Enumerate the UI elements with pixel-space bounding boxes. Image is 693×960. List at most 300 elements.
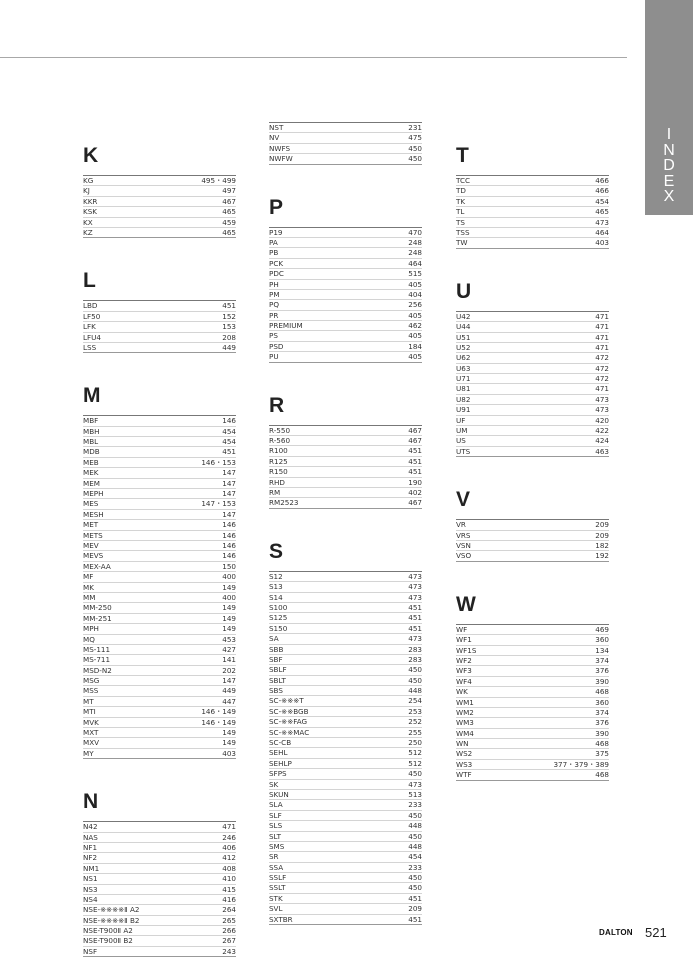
index-table	[83, 821, 236, 957]
index-row	[269, 321, 422, 331]
index-row	[83, 895, 236, 905]
index-row	[456, 395, 609, 405]
index-row	[269, 821, 422, 831]
page-reference: 146	[222, 520, 236, 530]
model-name: MEVS	[83, 551, 104, 561]
index-row	[83, 614, 236, 624]
index-row	[83, 562, 236, 572]
page-reference: 231	[408, 123, 422, 132]
page-reference: 390	[595, 728, 609, 738]
page-reference: 377・379・389	[553, 759, 609, 769]
index-row	[269, 426, 422, 436]
page-reference: 192	[595, 551, 609, 561]
page-reference: 497	[222, 186, 236, 196]
index-row	[83, 707, 236, 717]
page-reference: 450	[408, 143, 422, 153]
index-row	[83, 572, 236, 582]
page-reference: 466	[595, 176, 609, 185]
model-name: NSE-※※※※Ⅱ A2	[83, 905, 140, 915]
index-section	[83, 384, 236, 759]
model-name: RM2523	[269, 498, 299, 508]
index-row	[269, 624, 422, 634]
section-gap	[83, 759, 236, 790]
model-name: MET	[83, 520, 99, 530]
section-letter: K	[83, 144, 99, 167]
index-row	[269, 832, 422, 842]
model-name: NWFS	[269, 143, 291, 153]
index-row	[269, 144, 422, 154]
page-reference: 471	[595, 311, 609, 321]
page-reference: 448	[408, 821, 422, 831]
section-gap	[83, 353, 236, 384]
index-row	[269, 498, 422, 508]
index-section	[83, 144, 236, 238]
page-reference: 405	[408, 279, 422, 289]
page-reference: 495・499	[201, 176, 236, 185]
page-reference: 469	[595, 624, 609, 634]
section-letter: N	[83, 790, 99, 814]
model-name: SBLT	[269, 675, 286, 685]
page-reference: 134	[595, 645, 609, 655]
index-row	[269, 311, 422, 321]
model-name: LF50	[83, 311, 101, 321]
index-row	[83, 447, 236, 457]
tab-letter: N	[663, 141, 675, 159]
section-gap	[269, 509, 422, 540]
model-name: SLA	[269, 800, 283, 810]
model-name: MY	[83, 748, 94, 758]
model-name: MEK	[83, 468, 99, 478]
model-name: MBL	[83, 437, 99, 447]
index-row	[83, 551, 236, 561]
page-reference: 243	[222, 946, 236, 956]
tab-letter: I	[666, 126, 672, 143]
model-name: S13	[269, 582, 283, 592]
model-name: NF1	[83, 842, 98, 852]
page-reference: 449	[222, 342, 236, 352]
model-name: SEHLP	[269, 758, 292, 768]
page-reference: 374	[595, 655, 609, 665]
index-row	[83, 531, 236, 541]
index-row	[456, 541, 609, 551]
page-reference: 449	[222, 686, 236, 696]
page-reference: 451	[408, 914, 422, 924]
index-row	[269, 593, 422, 603]
page-reference: 147	[222, 489, 236, 499]
index-row	[456, 218, 609, 228]
page-reference: 408	[222, 863, 236, 873]
model-name: MSS	[83, 686, 99, 696]
index-row	[269, 300, 422, 310]
page-reference: 149	[222, 738, 236, 748]
model-name: WF3	[456, 666, 472, 676]
page-reference: 462	[408, 321, 422, 331]
model-name: WS2	[456, 749, 473, 759]
index-row	[456, 739, 609, 749]
index-row	[456, 656, 609, 666]
index-row	[83, 322, 236, 332]
page-reference: 454	[222, 437, 236, 447]
model-name: WM1	[456, 697, 474, 707]
model-name: MES	[83, 499, 99, 509]
page-reference: 465	[222, 227, 236, 237]
index-row	[269, 269, 422, 279]
page-reference: 424	[595, 436, 609, 446]
page-reference: 475	[408, 133, 422, 143]
page-reference: 450	[408, 769, 422, 779]
page-reference: 209	[595, 520, 609, 530]
page-reference: 466	[595, 186, 609, 196]
model-name: WTF	[456, 770, 472, 780]
page-reference: 422	[595, 426, 609, 436]
page-reference: 450	[408, 675, 422, 685]
index-table	[269, 425, 422, 509]
model-name: SC-※※BGB	[269, 706, 309, 716]
index-table	[269, 571, 422, 925]
model-name: NF2	[83, 853, 98, 863]
model-name: SSA	[269, 862, 284, 872]
index-row	[456, 770, 609, 780]
model-name: MK	[83, 582, 94, 592]
model-name: MM-250	[83, 603, 112, 613]
page-reference: 255	[408, 727, 422, 737]
page-reference: 451	[222, 301, 236, 311]
index-row	[269, 582, 422, 592]
model-name: KJ	[83, 186, 90, 196]
page-reference: 141	[222, 655, 236, 665]
index-row	[269, 467, 422, 477]
page-reference: 472	[595, 353, 609, 363]
index-row	[83, 843, 236, 853]
page-reference: 376	[595, 666, 609, 676]
model-name: SXTBR	[269, 914, 293, 924]
model-name: SVL	[269, 904, 283, 914]
index-row	[83, 207, 236, 217]
model-name: NSE-T900Ⅱ B2	[83, 936, 133, 946]
model-name: KX	[83, 217, 93, 227]
index-row	[269, 352, 422, 362]
model-name: R150	[269, 467, 288, 477]
model-name: MXV	[83, 738, 100, 748]
index-row	[269, 759, 422, 769]
section-letter: V	[456, 488, 471, 512]
index-section	[269, 540, 422, 925]
model-name: VR	[456, 520, 466, 530]
page-reference: 246	[222, 832, 236, 842]
page-reference: 376	[595, 718, 609, 728]
index-row	[83, 603, 236, 613]
model-name: S125	[269, 613, 288, 623]
page-reference: 147	[222, 676, 236, 686]
index-row	[269, 248, 422, 258]
index-row	[456, 666, 609, 676]
page-reference: 515	[408, 269, 422, 279]
model-name: N42	[83, 822, 98, 832]
index-row	[269, 686, 422, 696]
index-row	[83, 853, 236, 863]
page-reference: 149	[222, 603, 236, 613]
page-reference: 202	[222, 665, 236, 675]
page-reference: 147	[222, 509, 236, 519]
page-reference: 420	[595, 415, 609, 425]
model-name: UM	[456, 426, 468, 436]
page-reference: 283	[408, 654, 422, 664]
model-name: MEB	[83, 457, 99, 467]
index-row	[269, 696, 422, 706]
index-row	[83, 822, 236, 832]
index-row	[83, 645, 236, 655]
index-row	[83, 520, 236, 530]
index-row	[269, 894, 422, 904]
index-row	[269, 842, 422, 852]
section-letter: R	[269, 393, 285, 417]
page-reference: 451	[408, 623, 422, 633]
index-row	[83, 479, 236, 489]
page-reference: 450	[408, 665, 422, 675]
model-name: WM2	[456, 707, 474, 717]
model-name: PSD	[269, 341, 284, 351]
model-name: PS	[269, 331, 278, 341]
index-row	[269, 436, 422, 446]
model-name: WF	[456, 624, 468, 634]
page-reference: 405	[408, 352, 422, 362]
model-name: WK	[456, 687, 468, 697]
index-row	[269, 665, 422, 675]
index-column-2	[269, 122, 422, 925]
model-name: SLF	[269, 810, 282, 820]
model-name: KKR	[83, 196, 98, 206]
index-row	[456, 353, 609, 363]
index-row	[83, 864, 236, 874]
model-name: LBD	[83, 301, 98, 311]
index-section	[456, 593, 609, 781]
page-reference: 266	[222, 926, 236, 936]
index-row	[456, 625, 609, 635]
page-reference: 451	[408, 613, 422, 623]
model-name: TD	[456, 186, 466, 196]
page-reference: 473	[408, 582, 422, 592]
index-row	[269, 133, 422, 143]
index-table	[83, 415, 236, 759]
index-row	[269, 603, 422, 613]
model-name: MEPH	[83, 489, 104, 499]
index-row	[83, 874, 236, 884]
index-row	[456, 364, 609, 374]
index-row	[83, 697, 236, 707]
index-row	[269, 748, 422, 758]
index-row	[456, 687, 609, 697]
page-reference: 402	[408, 487, 422, 497]
page-reference: 453	[222, 634, 236, 644]
index-row	[456, 416, 609, 426]
index-row	[83, 676, 236, 686]
model-name: NSE-T900Ⅱ A2	[83, 926, 133, 936]
model-name: RHD	[269, 477, 285, 487]
page-reference: 208	[222, 332, 236, 342]
model-name: S14	[269, 592, 283, 602]
page-reference: 233	[408, 800, 422, 810]
page-reference: 267	[222, 936, 236, 946]
model-name: U44	[456, 322, 471, 332]
index-row	[269, 613, 422, 623]
index-row	[269, 331, 422, 341]
index-table	[456, 311, 609, 457]
page-reference: 451	[408, 602, 422, 612]
model-name: WM3	[456, 718, 474, 728]
index-row	[456, 749, 609, 759]
model-name: KG	[83, 176, 94, 185]
index-row	[456, 426, 609, 436]
page-reference: 465	[222, 207, 236, 217]
page-reference: 360	[595, 697, 609, 707]
index-row	[83, 343, 236, 353]
page-reference: 404	[408, 289, 422, 299]
index-side-tab	[645, 0, 693, 215]
page-reference: 400	[222, 572, 236, 582]
page-reference: 454	[595, 196, 609, 206]
model-name: WF1	[456, 635, 472, 645]
page-reference: 468	[595, 770, 609, 780]
index-table	[269, 227, 422, 363]
model-name: SC-CB	[269, 738, 292, 748]
model-name: U42	[456, 311, 471, 321]
page-reference: 190	[408, 477, 422, 487]
index-row	[83, 312, 236, 322]
page-reference: 283	[408, 644, 422, 654]
section-letter: W	[456, 592, 476, 616]
index-section	[269, 196, 422, 363]
page-reference: 146	[222, 416, 236, 426]
model-name: MDB	[83, 447, 100, 457]
model-name: STK	[269, 893, 283, 903]
model-name: TS	[456, 217, 465, 227]
page-reference: 233	[408, 862, 422, 872]
model-name: SEHL	[269, 748, 288, 758]
index-row	[269, 738, 422, 748]
index-row	[83, 593, 236, 603]
page-reference: 471	[222, 822, 236, 832]
index-row	[83, 738, 236, 748]
page-reference: 513	[408, 789, 422, 799]
index-row	[269, 123, 422, 133]
model-name: S100	[269, 602, 288, 612]
section-gap	[456, 249, 609, 280]
index-row	[83, 458, 236, 468]
model-name: NSE-※※※※Ⅱ B2	[83, 915, 140, 925]
model-name: MEM	[83, 478, 100, 488]
index-row	[83, 666, 236, 676]
page-reference: 146	[222, 551, 236, 561]
model-name: LSS	[83, 342, 97, 352]
model-name: WF1S	[456, 645, 477, 655]
index-row	[269, 645, 422, 655]
index-row	[83, 905, 236, 915]
model-name: SLT	[269, 831, 281, 841]
index-row	[456, 520, 609, 530]
model-name: RM	[269, 487, 281, 497]
index-section	[83, 269, 236, 353]
index-row	[83, 489, 236, 499]
index-table	[456, 519, 609, 562]
index-table	[269, 122, 422, 165]
model-name: U63	[456, 363, 471, 373]
page-reference: 471	[595, 322, 609, 332]
page-reference: 473	[595, 405, 609, 415]
index-row	[83, 728, 236, 738]
section-letter: P	[269, 195, 284, 219]
page-reference: 450	[408, 810, 422, 820]
page-reference: 454	[222, 426, 236, 436]
index-row	[269, 852, 422, 862]
index-row	[83, 936, 236, 946]
model-name: NS4	[83, 894, 98, 904]
page-reference: 248	[408, 248, 422, 258]
model-name: SSLT	[269, 883, 286, 893]
index-section	[456, 488, 609, 562]
page-reference: 405	[408, 310, 422, 320]
model-name: SR	[269, 852, 279, 862]
index-row	[83, 510, 236, 520]
model-name: KSK	[83, 207, 97, 217]
page-reference: 406	[222, 842, 236, 852]
model-name: MS-711	[83, 655, 111, 665]
index-row	[83, 916, 236, 926]
index-row	[83, 186, 236, 196]
index-row	[83, 686, 236, 696]
index-row	[456, 312, 609, 322]
model-name: WF2	[456, 655, 472, 665]
model-name: LFU4	[83, 332, 101, 342]
tab-letter: E	[663, 172, 675, 190]
model-name: PR	[269, 310, 279, 320]
index-row	[456, 760, 609, 770]
model-name: PA	[269, 237, 278, 247]
index-row	[269, 342, 422, 352]
page-reference: 465	[595, 207, 609, 217]
model-name: UTS	[456, 446, 471, 456]
index-row	[456, 551, 609, 561]
model-name: R-560	[269, 436, 291, 446]
index-row	[83, 583, 236, 593]
index-row	[83, 833, 236, 843]
page-reference: 146・149	[201, 707, 236, 717]
page-reference: 250	[408, 738, 422, 748]
index-row	[83, 437, 236, 447]
model-name: NM1	[83, 863, 100, 873]
index-row	[269, 707, 422, 717]
page-reference: 427	[222, 644, 236, 654]
model-name: U71	[456, 374, 471, 384]
model-name: R100	[269, 446, 288, 456]
page-reference: 454	[408, 852, 422, 862]
page-reference: 264	[222, 905, 236, 915]
model-name: MSD-N2	[83, 665, 112, 675]
page-reference: 390	[595, 676, 609, 686]
index-row	[83, 228, 236, 238]
model-name: SKUN	[269, 789, 289, 799]
page-reference: 451	[408, 893, 422, 903]
index-row	[269, 238, 422, 248]
page-reference: 256	[408, 300, 422, 310]
index-section	[269, 122, 422, 165]
index-row	[83, 718, 236, 728]
model-name: MF	[83, 572, 94, 582]
page-reference: 447	[222, 696, 236, 706]
model-name: VSN	[456, 540, 471, 550]
model-name: SK	[269, 779, 279, 789]
model-name: MSG	[83, 676, 100, 686]
page-reference: 374	[595, 707, 609, 717]
